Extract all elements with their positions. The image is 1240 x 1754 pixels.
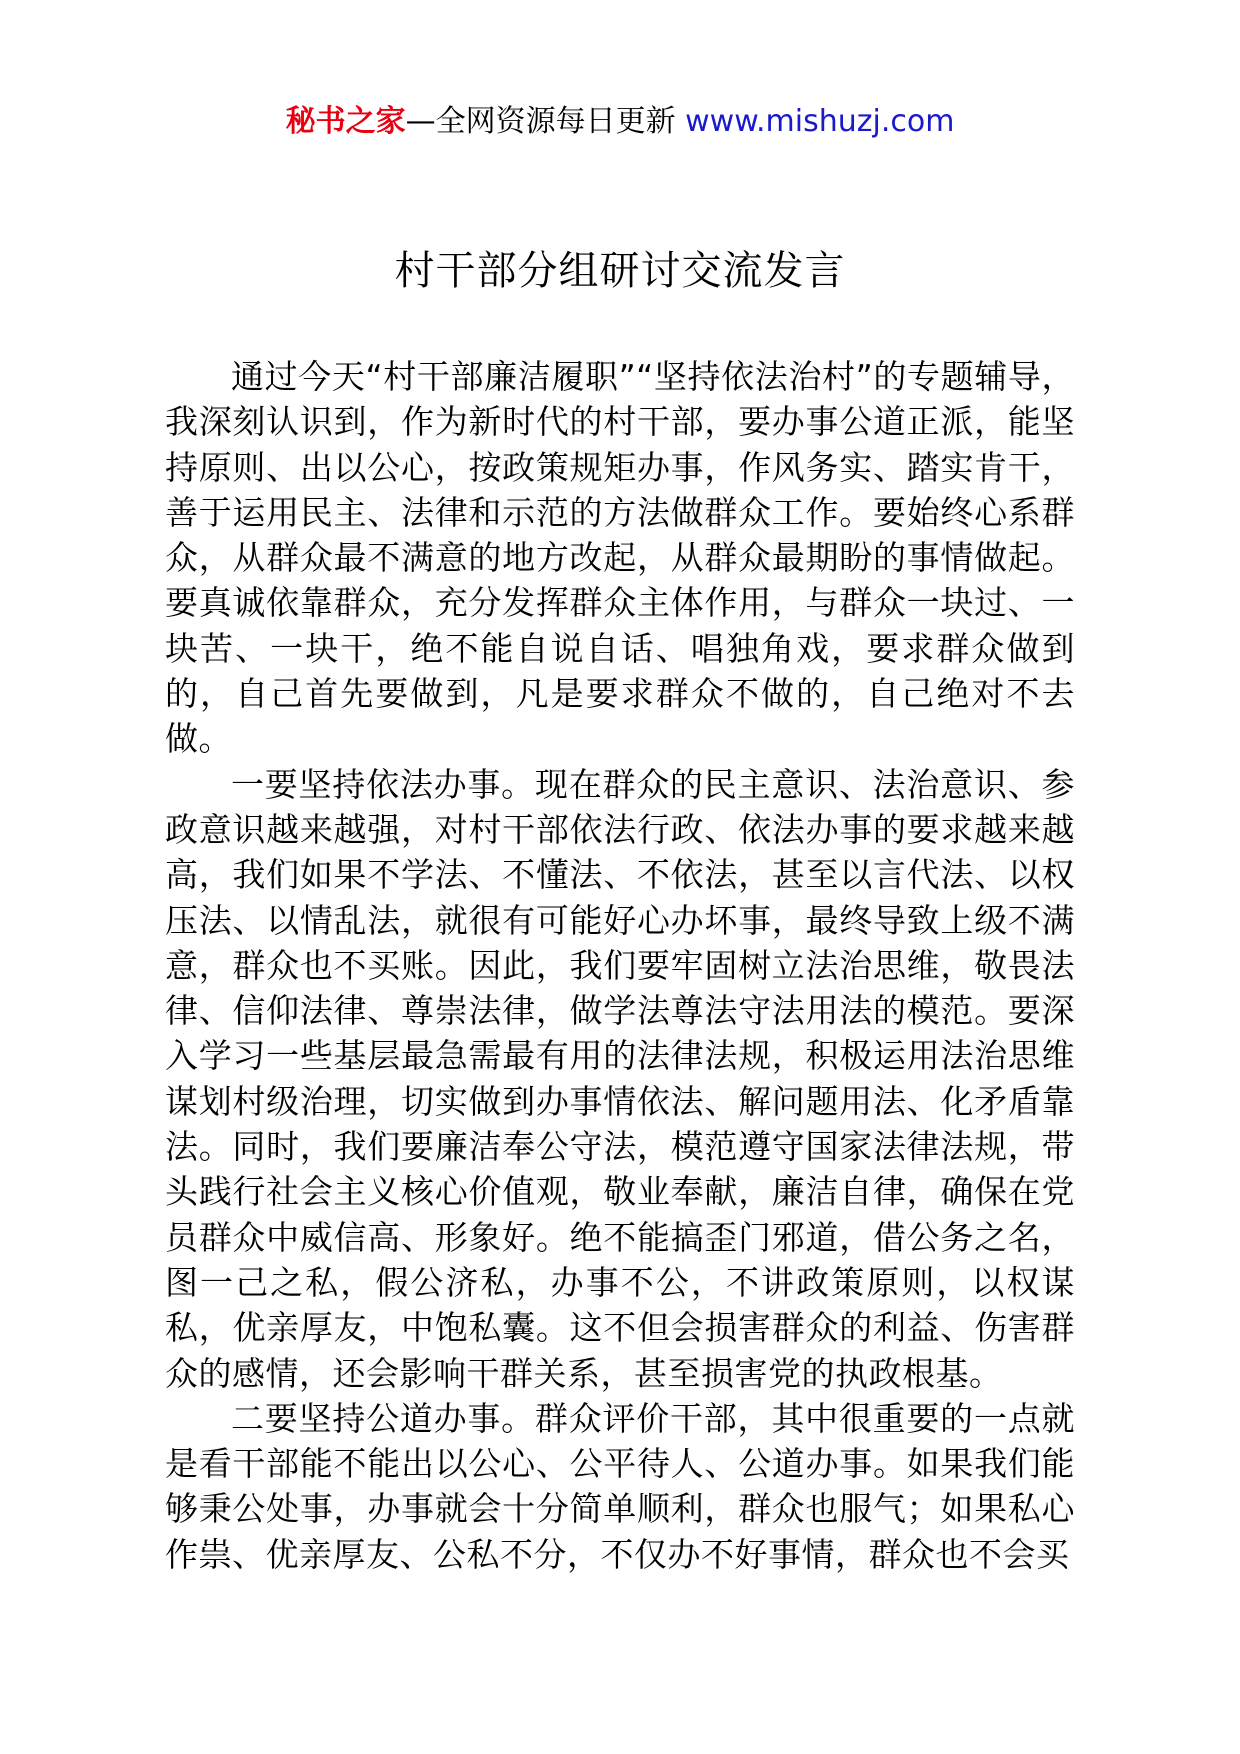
tagline: —全网资源每日更新 (405, 104, 676, 139)
site-url-link[interactable]: www.mishuzj.com (685, 104, 955, 139)
header-banner (0, 100, 1240, 144)
paragraph-fairness: 二要坚持公道办事。群众评价干部，其中很重要的一点就是看干部能不能出以公心、公平待人、公道办事。如果我们能够秉公处事，办事就会十分简单顺利，群众也服气；如果私心作祟、优亲厚友、公私不分，不仅办不好事情，群众也不会买 (165, 1398, 1075, 1574)
paragraph-rule-of-law: 一要坚持依法办事。现在群众的民主意识、法治意识、参政意识越来越强，对村干部依法行政、依法办事的要求越来越高，我们如果不学法、不懂法、不依法，甚至以言代法、以权压法、以情乱法，就很有可能好心办坏事，最终导致上级不满意，群众也不买账。因此，我们要牢固树立法治思维，敬畏法律、信仰法律、尊崇法律，做学法尊法守法用法的模范。要深入学习一些基层最急需最有用的法律法规，积极运用法治思维谋划村级治理，切实做到办事情依法、解问题用法、化矛盾靠法。同时，我们要廉洁奉公守法，模范遵守国家法律法规，带头践行社会主义核心价值观，敬业奉献，廉洁自律，确保在党员群众中威信高、形象好。绝不能搞歪门邪道，借公务之名，图一己之私，假公济私，办事不公，不讲政策原则，以权谋私，优亲厚友，中饱私囊。这不但会损害群众的利益、伤害群众的感情，还会影响干群关系，甚至损害党的执政根基。 (165, 764, 1075, 1393)
brand-name: 秘书之家 (285, 104, 406, 139)
paragraph-intro: 通过今天“村干部廉洁履职”“坚持依法治村”的专题辅导，我深刻认识到，作为新时代的村干部，要办事公道正派，能坚持原则、出以公心，按政策规矩办事，作风务实、踏实肯干，善于运用民主、法律和示范的方法做群众工作。要始终心系群众，从群众最不满意的地方改起，从群众最期盼的事情做起。要真诚依靠群众，充分发挥群众主体作用，与群众一块过、一块苦、一块干，绝不能自说自话、唱独角戏，要求群众做到的，自己首先要做到，凡是要求群众不做的，自己绝对不去做。 (165, 357, 1075, 759)
document-body (165, 354, 1075, 1577)
document-title: 村干部分组研讨交流发言 (394, 248, 846, 294)
